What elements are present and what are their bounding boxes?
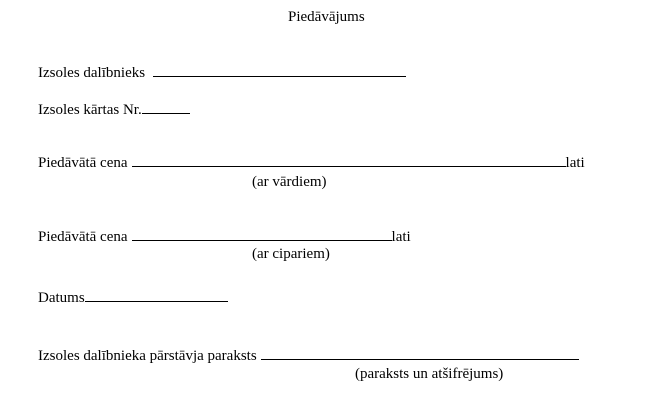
field-signature-label: Izsoles dalībnieka pārstāvja paraksts	[38, 348, 257, 364]
field-round-number	[38, 100, 190, 119]
field-bidder	[38, 63, 406, 82]
field-price-words-suffix: lati	[565, 155, 585, 171]
field-price-digits-label: Piedāvātā cena	[38, 229, 128, 245]
field-price-digits-hint: (ar cipariem)	[252, 246, 330, 262]
field-round-number-label: Izsoles kārtas Nr.	[38, 102, 142, 118]
field-price-words-label: Piedāvātā cena	[38, 155, 128, 171]
field-signature-hint: (paraksts un atšifrējums)	[355, 366, 504, 382]
field-price-words-hint: (ar vārdiem)	[252, 174, 327, 190]
field-price-digits	[38, 227, 411, 246]
field-price-words	[38, 153, 585, 172]
field-price-digits-blank[interactable]	[132, 227, 392, 241]
field-price-digits-suffix: lati	[391, 229, 411, 245]
field-date-label: Datums	[38, 290, 85, 306]
field-bidder-blank[interactable]	[153, 63, 406, 77]
field-round-number-blank[interactable]	[142, 100, 190, 114]
field-signature	[38, 346, 579, 365]
field-bidder-label: Izsoles dalībnieks	[38, 65, 146, 81]
field-date-blank[interactable]	[85, 288, 228, 302]
document-title: Piedāvājums	[288, 9, 365, 25]
field-date	[38, 288, 228, 307]
field-price-words-blank[interactable]	[132, 153, 566, 167]
field-signature-blank[interactable]	[261, 346, 579, 360]
